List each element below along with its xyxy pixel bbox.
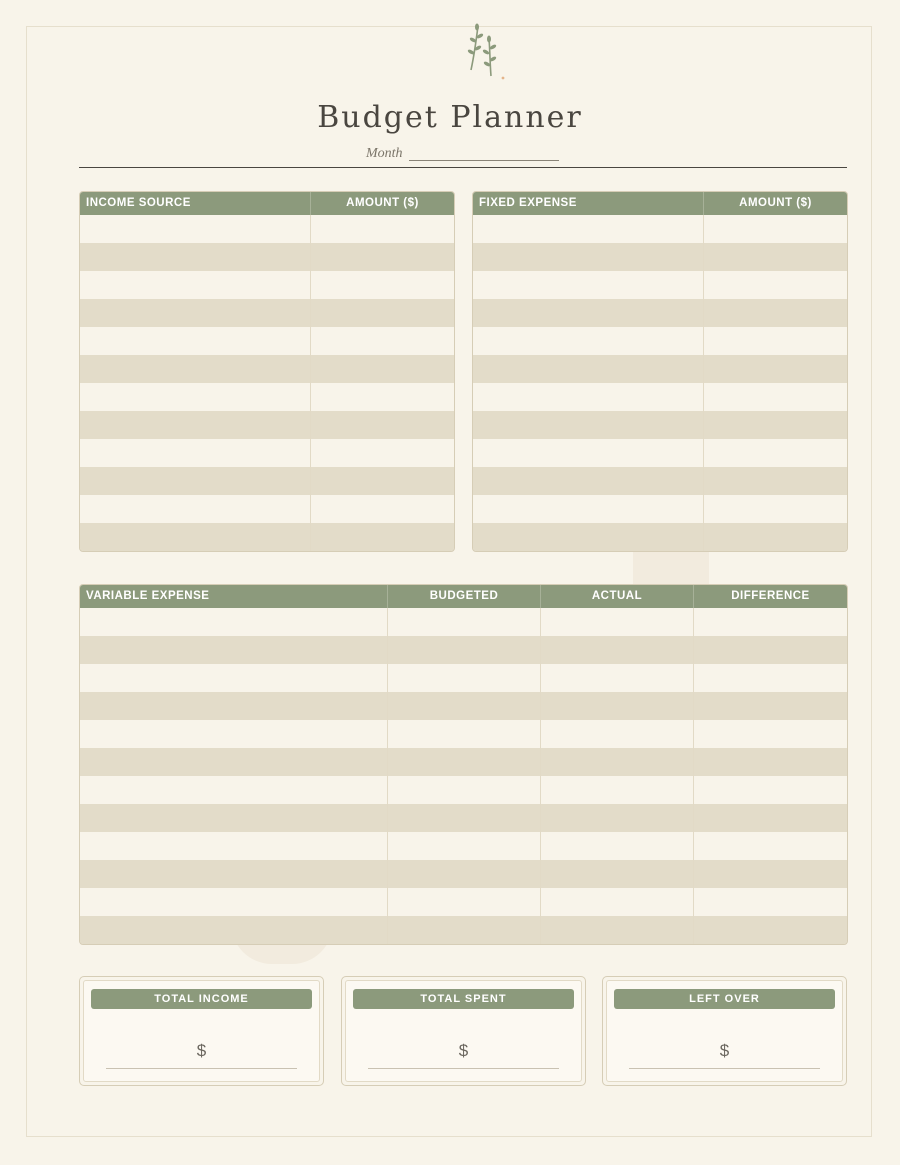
variable-expense-table-header (80, 585, 847, 608)
table-cell[interactable] (80, 748, 388, 776)
table-cell[interactable] (694, 720, 847, 748)
table-row (80, 916, 847, 944)
table-row (473, 327, 847, 355)
table-cell[interactable] (80, 523, 311, 551)
table-cell[interactable] (704, 271, 847, 299)
col-amount: AMOUNT ($) (346, 197, 419, 209)
table-cell[interactable] (704, 243, 847, 271)
table-row (80, 439, 454, 467)
table-cell[interactable] (541, 664, 694, 692)
total-income-currency: $ (196, 1041, 207, 1060)
table-row (473, 383, 847, 411)
month-input-line[interactable] (409, 160, 559, 161)
table-cell[interactable] (473, 271, 704, 299)
table-cell[interactable] (388, 888, 541, 916)
table-cell[interactable] (388, 832, 541, 860)
table-cell[interactable] (704, 411, 847, 439)
table-cell[interactable] (311, 439, 454, 467)
fixed-expense-table (472, 191, 848, 552)
table-cell[interactable] (311, 523, 454, 551)
table-cell[interactable] (473, 439, 704, 467)
table-cell[interactable] (694, 748, 847, 776)
col-difference: DIFFERENCE (731, 590, 810, 602)
left-over-box (602, 976, 847, 1086)
table-cell[interactable] (388, 860, 541, 888)
table-cell[interactable] (80, 411, 311, 439)
table-cell[interactable] (704, 355, 847, 383)
income-table (79, 191, 455, 552)
table-cell[interactable] (80, 720, 388, 748)
table-cell[interactable] (473, 215, 704, 243)
table-cell[interactable] (694, 636, 847, 664)
table-cell[interactable] (80, 804, 388, 832)
table-row (80, 664, 847, 692)
table-row (80, 720, 847, 748)
page-title: Budget Planner (317, 100, 583, 135)
fixed-expense-table-body (473, 215, 847, 551)
table-cell[interactable] (694, 804, 847, 832)
table-cell[interactable] (80, 439, 311, 467)
table-cell[interactable] (80, 495, 311, 523)
table-row (473, 523, 847, 551)
table-cell[interactable] (80, 355, 311, 383)
total-spent-input-line[interactable] (368, 1068, 559, 1069)
table-cell[interactable] (311, 299, 454, 327)
total-income-box (79, 976, 324, 1086)
table-cell[interactable] (311, 327, 454, 355)
table-cell[interactable] (704, 495, 847, 523)
table-cell[interactable] (80, 467, 311, 495)
table-cell[interactable] (694, 832, 847, 860)
table-cell[interactable] (704, 523, 847, 551)
table-cell[interactable] (694, 776, 847, 804)
table-row (80, 888, 847, 916)
table-cell[interactable] (80, 271, 311, 299)
table-row (80, 523, 454, 551)
table-cell[interactable] (541, 720, 694, 748)
table-cell[interactable] (541, 748, 694, 776)
table-row (473, 467, 847, 495)
table-cell[interactable] (388, 608, 541, 636)
table-cell[interactable] (388, 636, 541, 664)
total-income-input-line[interactable] (106, 1068, 297, 1069)
table-cell[interactable] (80, 860, 388, 888)
income-table-body (80, 215, 454, 551)
table-cell[interactable] (80, 215, 311, 243)
table-row (80, 608, 847, 636)
table-row (473, 271, 847, 299)
table-cell[interactable] (388, 804, 541, 832)
table-cell[interactable] (388, 664, 541, 692)
table-cell[interactable] (311, 411, 454, 439)
table-cell[interactable] (388, 692, 541, 720)
table-cell[interactable] (473, 411, 704, 439)
table-row (80, 692, 847, 720)
left-over-label: LEFT OVER (614, 989, 835, 1009)
total-spent-label: TOTAL SPENT (353, 989, 574, 1009)
col-income-source: INCOME SOURCE (80, 192, 311, 215)
table-cell[interactable] (704, 467, 847, 495)
table-cell[interactable] (694, 664, 847, 692)
table-cell[interactable] (80, 608, 388, 636)
total-income-label: TOTAL INCOME (91, 989, 312, 1009)
table-row (80, 804, 847, 832)
table-cell[interactable] (473, 355, 704, 383)
total-spent-currency: $ (458, 1041, 469, 1060)
table-cell[interactable] (694, 692, 847, 720)
table-cell[interactable] (80, 832, 388, 860)
table-row (473, 299, 847, 327)
table-row (80, 271, 454, 299)
table-row (473, 215, 847, 243)
table-cell[interactable] (473, 495, 704, 523)
table-row (80, 776, 847, 804)
table-cell[interactable] (694, 888, 847, 916)
income-table-header (80, 192, 454, 215)
table-row (473, 495, 847, 523)
table-cell[interactable] (541, 832, 694, 860)
table-cell[interactable] (311, 215, 454, 243)
table-cell[interactable] (704, 327, 847, 355)
table-cell[interactable] (388, 776, 541, 804)
table-row (473, 355, 847, 383)
table-cell[interactable] (311, 355, 454, 383)
table-cell[interactable] (388, 720, 541, 748)
table-cell[interactable] (473, 467, 704, 495)
col-fixed-expense: FIXED EXPENSE (473, 192, 704, 215)
table-cell[interactable] (704, 299, 847, 327)
table-cell[interactable] (80, 299, 311, 327)
col-actual: ACTUAL (541, 585, 694, 608)
title-divider (79, 167, 847, 168)
table-cell[interactable] (473, 327, 704, 355)
total-spent-box (341, 976, 586, 1086)
table-cell[interactable] (80, 636, 388, 664)
table-row (473, 439, 847, 467)
variable-expense-table-body (80, 608, 847, 944)
table-cell[interactable] (80, 776, 388, 804)
table-row (80, 748, 847, 776)
table-cell[interactable] (704, 383, 847, 411)
table-cell[interactable] (694, 608, 847, 636)
table-cell[interactable] (80, 327, 311, 355)
table-cell[interactable] (704, 439, 847, 467)
month-label: Month (366, 146, 403, 161)
table-row (80, 355, 454, 383)
table-cell[interactable] (311, 467, 454, 495)
table-row (80, 495, 454, 523)
table-cell[interactable] (80, 664, 388, 692)
variable-expense-table (79, 584, 848, 945)
table-cell[interactable] (311, 271, 454, 299)
table-row (80, 832, 847, 860)
table-cell[interactable] (541, 804, 694, 832)
table-cell[interactable] (694, 860, 847, 888)
table-row (80, 467, 454, 495)
leaf-sprig-icon (462, 22, 512, 84)
table-row (80, 383, 454, 411)
col-amount: AMOUNT ($) (739, 197, 812, 209)
table-row (80, 215, 454, 243)
table-cell[interactable] (388, 748, 541, 776)
table-row (80, 243, 454, 271)
table-cell[interactable] (80, 383, 311, 411)
table-cell[interactable] (541, 636, 694, 664)
table-row (80, 636, 847, 664)
table-cell[interactable] (80, 916, 388, 944)
table-cell[interactable] (311, 495, 454, 523)
left-over-currency: $ (719, 1041, 730, 1060)
table-cell[interactable] (694, 916, 847, 944)
table-cell[interactable] (80, 243, 311, 271)
table-row (80, 327, 454, 355)
table-cell[interactable] (473, 383, 704, 411)
table-cell[interactable] (388, 916, 541, 944)
table-row (80, 299, 454, 327)
table-row (80, 860, 847, 888)
table-cell[interactable] (541, 888, 694, 916)
table-row (473, 243, 847, 271)
table-cell[interactable] (473, 299, 704, 327)
table-cell[interactable] (311, 383, 454, 411)
table-cell[interactable] (541, 608, 694, 636)
table-cell[interactable] (541, 916, 694, 944)
col-budgeted: BUDGETED (388, 585, 541, 608)
table-cell[interactable] (473, 523, 704, 551)
fixed-expense-table-header (473, 192, 847, 215)
table-cell[interactable] (541, 692, 694, 720)
table-cell[interactable] (704, 215, 847, 243)
table-cell[interactable] (311, 243, 454, 271)
col-variable-expense: VARIABLE EXPENSE (80, 585, 388, 608)
table-cell[interactable] (541, 776, 694, 804)
table-cell[interactable] (541, 860, 694, 888)
table-cell[interactable] (80, 692, 388, 720)
table-row (473, 411, 847, 439)
table-row (80, 411, 454, 439)
table-cell[interactable] (80, 888, 388, 916)
table-cell[interactable] (473, 243, 704, 271)
left-over-input-line[interactable] (629, 1068, 820, 1069)
